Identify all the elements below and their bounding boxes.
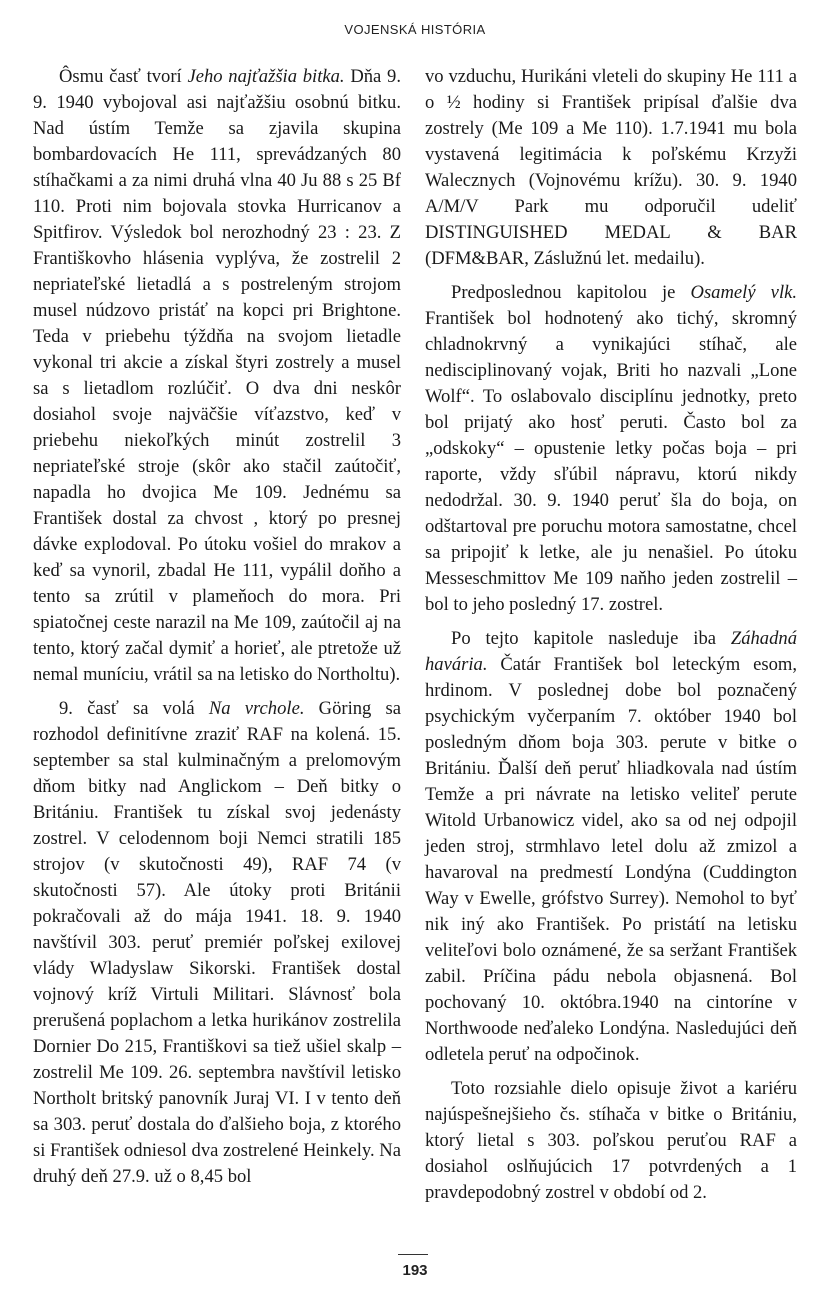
chapter-title: Jeho najťažšia bitka.: [187, 66, 345, 87]
paragraph: [33, 64, 401, 688]
paragraph-text: 9. časť sa volá: [59, 698, 209, 719]
chapter-title: Osamelý vlk.: [690, 282, 798, 303]
paragraph: [425, 64, 797, 272]
paragraph: [425, 1076, 797, 1206]
paragraph-text: Čatár František bol leteckým esom, hrdinom. V poslednej dobe bol poznačený psychickým vyčerpaním 7. október 1940 bol posledným dňom boja 303. perute v bitke o Britániu. Ďalší deň peruť hliadkovala nad ústím Temže a pri návrate na letisko veliteľ perute Witold Urbanowicz videl, ako sa od nej odpojil jeden stroj, strmhlavo letel dolu až zmizol a havaroval na predmestí Londýna (Cuddington Way v Ewelle, grófstvo Surrey). Nemohol to byť nik iný ako František. Po pristátí na letisku veliteľovi bolo oznámené, že sa seržant František zabil. Príčina pádu nebola objasnená. Bol pochovaný 10. októbra.1940 na cintoríne v Northwoode neďaleko Londýna. Nasledujúci deň odletela peruť na odpočinok.: [425, 654, 797, 1065]
page-number-rule: [398, 1254, 428, 1255]
paragraph-text: Po tejto kapitole nasleduje iba: [451, 628, 731, 649]
page-number: 193: [402, 1262, 428, 1279]
paragraph-text: Göring sa rozhodol definitívne zraziť RAF na kolená. 15. september sa stal kulminačným a prelomovým dňom bitky nad Anglickom – Deň bitky o Britániu. František tu získal svoj jedenásty zostrel. V celodennom boji Nemci stratili 185 strojov (v skutočnosti 49), RAF 74 (v skutočnosti 57). Ale útoky proti Británii pokračovali až do mája 1941. 18. 9. 1940 navštívil 303. peruť premiér poľskej exilovej vlády Wladyslaw Sikorski. František dostal vojnový kríž Virtuli Militari. Slávnosť bola prerušená poplachom a letka hurikánov zostrelila Dornier Do 215, Františkovi sa tiež ušiel skalp – zostrelil Me 109. 26. septembra navštívil letisko Northolt britský panovník Juraj VI. I v tento deň sa 303. peruť dostala do ďalšieho boja, z ktorého si František odniesol dva zostrelené Heinkely. Na druhý deň 27.9. už o 8,45 bol: [33, 698, 401, 1187]
paragraph: [33, 696, 401, 1190]
right-column: [425, 64, 797, 1206]
chapter-title: Záhadná havária.: [425, 628, 797, 675]
chapter-title: Na vrchole.: [208, 698, 305, 719]
running-header: VOJENSKÁ HISTÓRIA: [344, 22, 486, 37]
paragraph: [425, 626, 797, 1068]
left-column: [33, 64, 401, 1190]
paragraph-text: Dňa 9. 9. 1940 vybojoval asi najťažšiu osobnú bitku. Nad ústím Temže sa zjavila skupina bombardovacích He 111, sprevádzaných 80 stíhačkami a za nimi druhá vlna 40 Ju 88 s 25 Bf 110. Proti nim bojovala stovka Hurricanov a Spitfirov. Výsledok bol nerozhodný 23 : 23. Z Františkovho hlásenia vyplýva, že zostrelil 2 nepriateľské lietadlá a s postreleným strojom musel núdzovo pristáť na kopci pri Brightone. Teda v priebehu týždňa na svojom lietadle vykonal tri akcie a získal štyri zostrely a musel sa s lietadlom rozlúčiť. O dva dni neskôr dosiahol svoje najväčšie víťazstvo, keď v priebehu niekoľkých minút zostrelil 3 nepriateľské stroje (skôr ako stačil zaútočiť, napadla ho dvojica Me 109. Jednému sa František dostal za chvost , ktorý po presnej dávke explodoval. Po útoku vošiel do mrakov a keď sa vynoril, zbadal He 111, vypálil doňho a tento sa zrútil v plameňoch do mora. Pri spiatočnej ceste narazil na Me 109, zaútočil aj na tento, ktorý začal dymiť a horieť, ale ptretože už nemal muníciu, vrátil sa na letisko do Northoltu).: [33, 66, 401, 685]
paragraph-text: Ôsmu časť tvorí: [59, 66, 188, 87]
paragraph-text: Predposlednou kapitolou je: [451, 282, 691, 303]
paragraph: [425, 280, 797, 618]
paragraph-text: František bol hodnotený ako tichý, skromný chladnokrvný a vynikajúci stíhač, ale nedisciplinovaný vojak, Briti ho nazvali „Lone Wolf“. To oslabovalo disciplínu jednotky, preto bol prijatý ako hosť peruti. Často bol za „odskoky“ – opustenie letky počas boja – pri raporte, vždy sľúbil nápravu, ktorú nikdy nedodržal. 30. 9. 1940 peruť šla do boja, on odštartoval pre poruchu motora samostatne, chcel sa pripojiť k letke, ale ju nenašiel. Po útoku Messeschmittov Me 109 naňho jeden zostrelil – bol to jeho posledný 17. zostrel.: [425, 308, 797, 615]
paragraph-text: vo vzduchu, Hurikáni vleteli do skupiny He 111 a o ½ hodiny si František pripísal ďalšie dva zostrely (Me 109 a Me 110). 1.7.1941 mu bola vystavená legitimácia k poľskému Krzyži Walecznych (Vojnovému krížu). 30. 9. 1940 A/M/V Park mu odporučil udeliť DISTINGUISHED MEDAL & BAR (DFM&BAR, Záslužnú let. medailu).: [425, 66, 797, 269]
paragraph-text: Toto rozsiahle dielo opisuje život a kariéru najúspešnejšieho čs. stíhača v bitke o Britániu, ktorý lietal s 303. poľskou peruťou RAF a dosiahol oslňujúcich 17 potvrdených a 1 pravdepodobný zostrel v období od 2.: [425, 1078, 797, 1203]
